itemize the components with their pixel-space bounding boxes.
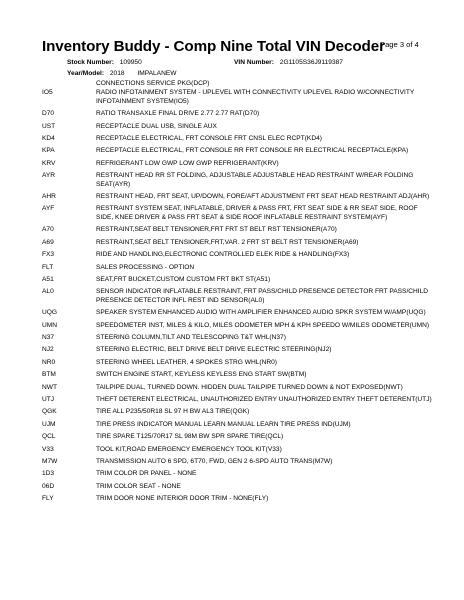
option-description: STEERING WHEEL LEATHER, 4 SPOKES STRG WHL(NR0): [96, 358, 277, 366]
option-row: [42, 433, 434, 441]
option-row: [42, 264, 434, 272]
option-description: RECEPTACLE ELECTRICAL, FRT CONSOLE RR FRT CONSOLE RR ELECTRICAL RECEPTACLE(KPA): [96, 147, 409, 155]
option-row: [42, 80, 434, 88]
option-row: [42, 384, 434, 392]
option-code: NR0: [42, 358, 56, 366]
option-code: NWT: [42, 383, 58, 391]
option-description: STEERING ELECTRIC, BELT DRIVE BELT DRIVE ELECTRIC STEERING(NJ2): [96, 346, 332, 354]
option-description: SENSOR INDICATOR INFLATABLE RESTRAINT, FRT PASS/CHILD PRESENCE DETECTOR FRT PASS/CHILD PRESENCE DETECTOR INFL REST IND SENSOR(AL0): [96, 288, 429, 304]
option-code: A69: [42, 238, 54, 246]
option-row: [42, 334, 434, 342]
vin-number-field: [234, 59, 343, 66]
option-description: CONNECTIONS SERVICE PKG(DCP): [96, 80, 210, 87]
option-description: RECEPTACLE DUAL USB, SINGLE AUX: [96, 122, 217, 130]
option-row: [42, 359, 434, 367]
year-model-label: Year/Model:: [67, 70, 105, 77]
option-code: IO5: [42, 89, 53, 97]
stock-number-field: [67, 59, 142, 66]
option-row: [42, 172, 434, 189]
option-code: D70: [42, 110, 55, 118]
option-code: AL0: [42, 288, 54, 296]
option-row: [42, 226, 434, 234]
option-description: SEAT,FRT BUCKET,CUSTOM CUSTOM FRT BKT ST(A51): [96, 275, 271, 283]
option-code: 1D3: [42, 470, 55, 478]
option-row: [42, 147, 434, 155]
option-code: N37: [42, 333, 55, 341]
option-code: A51: [42, 275, 54, 283]
option-description: TRIM COLOR SEAT - NONE: [96, 482, 181, 490]
model-value: IMPALANEW: [137, 70, 177, 77]
option-row: [42, 396, 434, 404]
option-code: FLT: [42, 263, 54, 271]
option-description: TIRE SPARE T125/70R17 SL 98M BW SPR SPARE TIRE(QCL): [96, 433, 284, 441]
option-description: SALES PROCESSING - OPTION: [96, 263, 195, 271]
option-row: [42, 421, 434, 429]
option-description: SPEAKER SYSTEM ENHANCED AUDIO WITH AMPLIFIER ENHANCED AUDIO SPKR SYSTEM W/AMP(UQG): [96, 309, 426, 317]
option-code: NJ2: [42, 346, 54, 354]
option-row: [42, 135, 434, 143]
option-description: REFRIGERANT LOW GWP LOW GWP REFRIGERANT(KRV): [96, 159, 279, 167]
option-description: RESTRAINT HEAD, FRT SEAT, UP/DOWN, FORE/AFT ADJUSTMENT FRT SEAT HEAD RESTRAINT ADJ(AHR): [96, 193, 430, 201]
stock-number-label: Stock Number:: [67, 59, 114, 66]
option-row: [42, 495, 434, 503]
option-code: QCL: [42, 433, 56, 441]
option-row: [42, 309, 434, 317]
option-description: RATIO TRANSAXLE FINAL DRIVE 2.77 2.77 RAT(D70): [96, 110, 260, 118]
option-description: RESTRAINT,SEAT BELT TENSIONER,FRT,VAR. 2 FRT ST BELT RST TENSIONER(A69): [96, 238, 359, 246]
option-description: RESTRAINT SYSTEM SEAT, INFLATABLE, DRIVER & PASS FRT, FRT SEAT SIDE & RR SEAT SIDE, ROOF SIDE, KNEE DRIVER & PASS FRT SEAT & SIDE ROOF INFLATABLE RESTRAINT SYSTEM(AYF): [96, 205, 418, 221]
option-description: RECEPTACLE ELECTRICAL, FRT CONSOLE FRT CNSL ELEC RCPT(KD4): [96, 135, 322, 143]
option-code: AHR: [42, 193, 56, 201]
option-row: [42, 470, 434, 478]
option-row: [42, 458, 434, 466]
option-code: KD4: [42, 135, 55, 143]
option-code: FLY: [42, 495, 54, 503]
option-description: TOOL KIT,ROAD EMERGENCY EMERGENCY TOOL KIT(V33): [96, 445, 282, 453]
option-row: [42, 89, 434, 106]
option-code: KPA: [42, 147, 55, 155]
vin-number-label: VIN Number:: [234, 59, 274, 66]
option-row: [42, 288, 434, 305]
option-row: [42, 123, 434, 131]
option-description: RADIO INFOTAINMENT SYSTEM - UPLEVEL WITH CONNECTIVITY UPLEVEL RADIO W/CONNECTIVITY INFOTAINMENT SYSTEM(IO5): [96, 89, 415, 105]
option-row: [42, 371, 434, 379]
option-code: BTM: [42, 371, 56, 379]
option-code: M7W: [42, 458, 58, 465]
option-row: [42, 239, 434, 247]
option-code: UST: [42, 122, 56, 130]
option-description: TAILPIPE DUAL, TURNED DOWN. HIDDEN DUAL TAILPIPE TURNED DOWN & NOT EXPOSED(NWT): [96, 383, 403, 391]
option-code: UTJ: [42, 395, 55, 403]
option-code: 06D: [42, 482, 55, 490]
page-number: Page 3 of 4: [380, 40, 419, 49]
option-code: AYR: [42, 172, 56, 180]
option-row: [42, 483, 434, 491]
option-description: SPEEDOMETER INST, MILES & KILO, MILES ODOMETER MPH & KPH SPEEDO W/MILES ODOMETER(UMN): [96, 321, 430, 329]
option-description: STEERING COLUMN,TILT AND TELESCOPING T&T WHL(N37): [96, 333, 286, 341]
option-row: [42, 346, 434, 354]
year-model-field: [67, 70, 176, 77]
option-code: QGK: [42, 408, 57, 416]
year-value: 2018: [109, 70, 125, 77]
option-description: RESTRAINT HEAD RR ST FOLDING, ADJUSTABLE ADJUSTABLE HEAD RESTRAINT W/REAR FOLDING SEAT(AYR): [96, 172, 414, 188]
option-row: [42, 446, 434, 454]
option-row: [42, 251, 434, 259]
option-row: [42, 408, 434, 416]
option-code: FX3: [42, 251, 55, 259]
option-row: [42, 276, 434, 284]
option-description: TIRE PRESS INDICATOR MANUAL LEARN MANUAL LEARN TIRE PRESS IND(UJM): [96, 420, 351, 428]
option-description: THEFT DETERENT ELECTRICAL, UNAUTHORIZED ENTRY UNAUTHORIZED ENTRY THEFT DETERENT(UTJ): [96, 395, 432, 403]
option-code: UQG: [42, 309, 58, 317]
option-description: TIRE ALL P235/50R18 SL 97 H BW AL3 TIRE(QGK): [96, 408, 250, 416]
option-row: [42, 160, 434, 168]
option-row: [42, 322, 434, 330]
vin-number-value: 2G1105S36J9119387: [279, 59, 343, 66]
option-row: [42, 110, 434, 118]
option-list: [42, 80, 434, 508]
stock-number-value: 109950: [119, 59, 142, 66]
option-code: A70: [42, 226, 54, 234]
option-row: [42, 193, 434, 201]
option-description: RIDE AND HANDLING,ELECTRONIC CONTROLLED ELEK RIDE & HANDLING(FX3): [96, 251, 350, 259]
option-code: V33: [42, 445, 54, 453]
option-description: TRANSMISSION AUTO 6 SPD, 6T70, FWD, GEN 2 6-SPD AUTO TRANS(M7W): [96, 458, 333, 465]
document-title: Inventory Buddy - Comp Nine Total VIN Decoder: [42, 38, 385, 55]
option-description: TRIM COLOR DR PANEL - NONE: [96, 470, 197, 478]
option-description: SWITCH ENGINE START, KEYLESS KEYLESS ENG START SW(BTM): [96, 371, 307, 379]
option-description: RESTRAINT,SEAT BELT TENSIONER,FRT FRT ST BELT RST TENSIONER(A70): [96, 226, 337, 234]
option-description: TRIM DOOR NONE INTERIOR DOOR TRIM - NONE(FLY): [96, 495, 269, 503]
option-code: KRV: [42, 159, 56, 167]
option-code: UMN: [42, 321, 58, 329]
option-row: [42, 205, 434, 222]
option-code: AYF: [42, 205, 55, 213]
option-code: UJM: [42, 420, 56, 428]
